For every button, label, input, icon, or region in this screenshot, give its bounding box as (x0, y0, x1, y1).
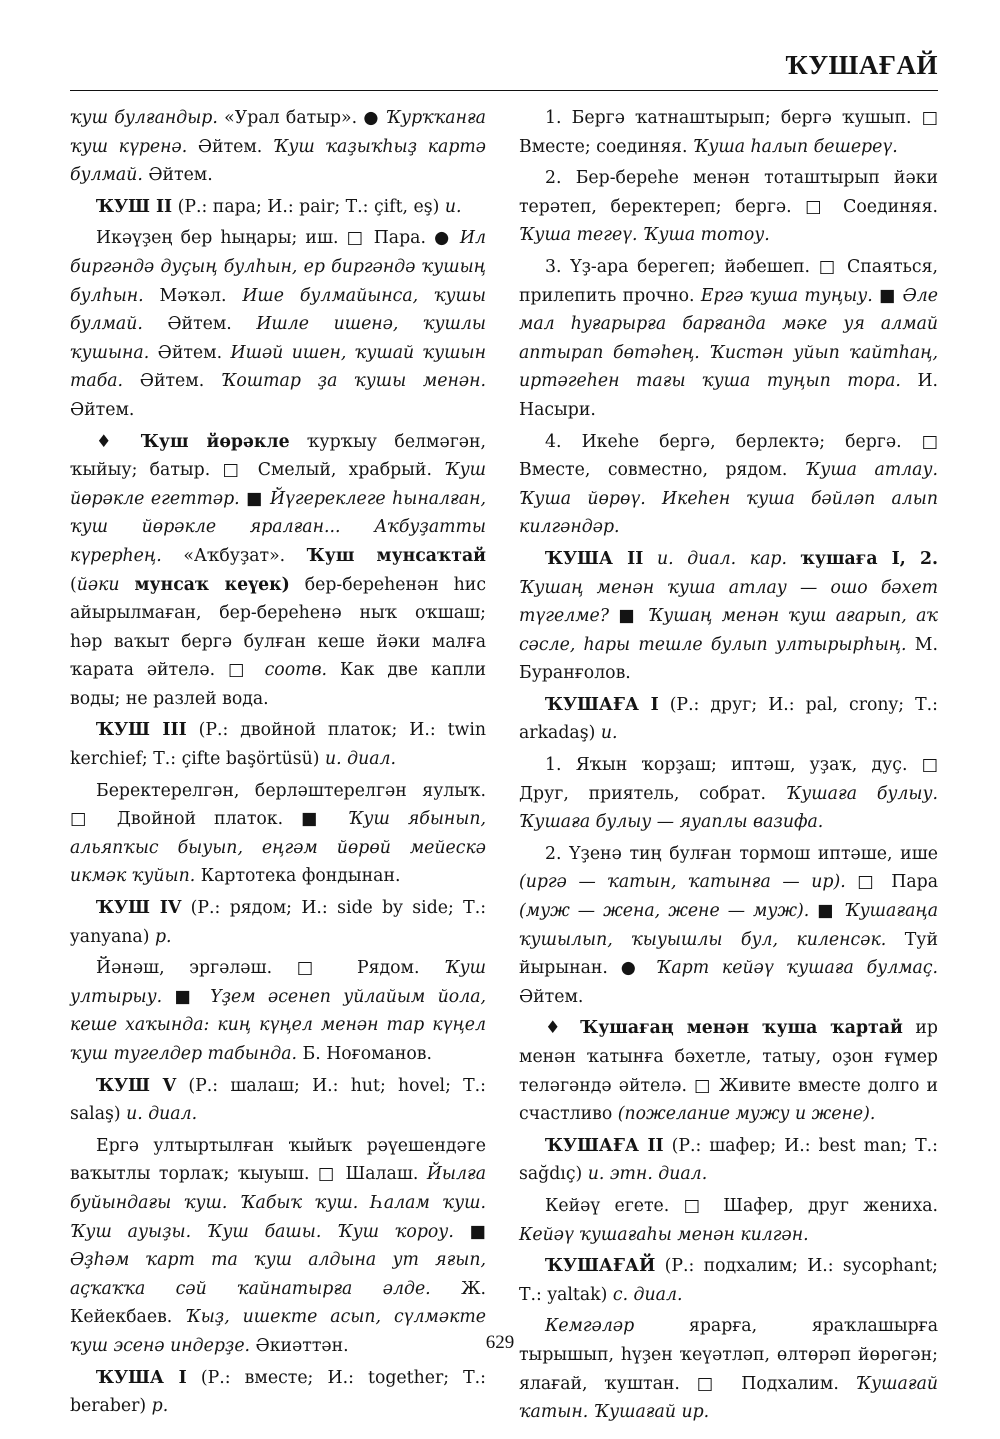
left-column (70, 104, 486, 1424)
entry-kush-3-body: Беректерелгән, берләштерелгән яулыҡ. □ Двойной платок. ■ Ҡуш ябынып, альяпҡыс быуып, еңгәм йөрөй мейескә икмәк ҡуйып. Картотека фондынан. (70, 780, 486, 887)
headword: ҠУШ IV (96, 898, 182, 919)
entry-kushaga-2-header: ҠУШАҒА II (Р.: шафер; И.: best man; Т.: sağdıç) и. этн. диал. (519, 1135, 938, 1185)
headword: ҠУШАҒАЙ (545, 1256, 656, 1277)
sense-3: 3. Үҙ-ара берегеп; йәбешеп. □ Спаяться, прилепить прочно. Ергә ҡуша туңыу. ■ Әле мал һуғарырға барғанда мәке уя алмай аптырап бөтәһең. Ҡистән уйып ҡайтһаң, иртәгеһен тағы ҡуша туңып тора. И. Насыри. (519, 256, 939, 420)
sense-1: 1. Бергә ҡатнаштырып; бергә ҡушып. □ Вместе; соединяя. Ҡуша һалып бешереү. (519, 108, 938, 157)
entry-kush-4-header: ҠУШ IV (Р.: рядом; И.: side by side; Т.: yanyana) р. (70, 898, 487, 947)
header-rule (70, 90, 938, 91)
entry-kushaga-2-body: Кейәү егете. □ Шафер, друг жениха. Кейәү ҡушағаһы менән килгән. (519, 1195, 938, 1245)
entry-continuation: ҡуш булғандыр. «Урал батыр». ● Ҡурҡҡанға ҡуш күренә. Әйтем. Ҡуш ҡаҙыҡһыҙ картә булмай. Әйтем. (70, 108, 486, 186)
entry-kusha-2: ҠУША II и. диал. кар. ҡушаға I, 2. Ҡушаң менән ҡуша атлау — ошо бәхет түгелме? ■ Ҡушаң менән ҡуш ағарып, аҡ сәсле, һары тешле булып ултырырһың. М. Буранғолов. (519, 548, 938, 684)
idiom-block: ♦ Ҡуш йөрәкле ҡурҡыу белмәгән, ҡыйыу; батыр. □ Смелый, храбрый. Ҡуш йөрәкле егеттәр. ■ Йүгереклеге һыналған, ҡуш йөрәкле яралған... Аҡбуҙатты күрерһең. «Аҡбуҙат». Ҡуш мунсаҡтай (йәки мунсаҡ кеүек) бер-береһенән һис айырылмаған, бер-береһенә ныҡ оҡшаш; һәр ваҡыт бергә булған кеше йәки малға ҡарата әйтелә. □ соотв. Как две капли воды; не разлей вода. (70, 431, 487, 709)
headword: ҠУШАҒА II (545, 1135, 664, 1156)
entry-kush-5-body: Ергә ултыртылған ҡыйыҡ рәүешендәге ваҡытлы торлаҡ; ҡыуыш. □ Шалаш. Йылға буйындағы ҡуш. Ҡабыҡ ҡуш. Һалам ҡуш. Ҡуш ауыҙы. Ҡуш башы. Ҡуш ҡороу. ■ Әҙһәм ҡарт та ҡуш алдына ут яғып, аҫҡаҡҡа сәй ҡайнатырға әлде. Ж. Кейекбаев. Ҡыҙ, ишекте асып, сүлмәкте ҡуш эсенә индерҙе. Әкиәттән. (70, 1135, 487, 1356)
entry-kushagai-header: ҠУШАҒАЙ (Р.: подхалим; И.: sycophant; Т.: yaltak) с. диал. (519, 1256, 938, 1305)
entry-kush-2-header: ҠУШ II (Р.: пара; И.: pair; Т.: çift, eş) и. (96, 196, 462, 217)
page-number: 629 (485, 1332, 515, 1353)
headword: ҠУШ V (96, 1075, 177, 1096)
entry-kusha-1-header: ҠУША I (Р.: вместе; И.: together; Т.: beraber) р. (70, 1367, 487, 1417)
headword: ҠУШАҒА I (545, 694, 659, 715)
headword: ҠУША II (545, 548, 644, 569)
entry-kushagai-body: Кемгәләр ярарға, ярaҡлашырға тырышып, һүҙен ҡеүәтләп, өлтөрәп йөрөгән; ялағай, ҡуштан. □ Подхалим. Ҡушағай ҡатын. Ҡушағай ир. (519, 1316, 938, 1423)
headword: ҠУШ III (96, 720, 187, 741)
sense-2: 2. Бер-береһе менән тоташтырып йәки терәтеп, беректереп; бергә. □ Соединяя. Ҡуша тегеү. Ҡуша тотоу. (519, 168, 938, 246)
entry-kush-3-header: ҠУШ III (Р.: двойной платок; И.: twin kerchief; Т.: çifte başörtüsü) и. диал. (70, 720, 486, 770)
entry-kushaga-1-header: ҠУШАҒА I (Р.: друг; И.: pal, crony; Т.: arkadaş) и. (519, 694, 938, 744)
headword: ҠУШ II (96, 196, 173, 217)
entry-kush-2-body: Икәүҙең бер һыңары; иш. □ Пара. ● Ил биргәндә дуҫың булһын, ер биргәндә ҡушың булһын. Мәҡәл. Ише булмайынса, ҡушы булмай. Әйтем. Ишле ишенә, ҡушлы ҡушына. Әйтем. Ишәй ишен, ҡушай ҡушын таба. Әйтем. Ҡоштар ҙа ҡушы менән. Әйтем. (70, 228, 486, 420)
running-head: ҠУШАҒАЙ (785, 50, 938, 80)
headword: ҠУША I (96, 1367, 187, 1388)
sense-2: 2. Үҙенә тиң булған тормош иптәше, ише (иргә — ҡатын, ҡатынға — ир). □ Пара (муж — жена, жене — муж). ■ Ҡушағаңа ҡушылып, ҡыуышлы бул, киленсәк. Туй йырынан. ● Ҡарт кейәү ҡушаға булмаҫ. Әйтем. (519, 843, 938, 1007)
entry-kush-5-header: ҠУШ V (Р.: шалаш; И.: hut; hovel; Т.: salaş) и. диал. (70, 1075, 487, 1125)
sense-1: 1. Яҡын ҡорҙаш; иптәш, уҙаҡ, дуҫ. □ Друг, приятель, собрат. Ҡушаға булыу. Ҡушаға булыу — яуаплы вазифа. (519, 755, 938, 833)
entry-kush-4-body: Йәнәш, эргәләш. □ Рядом. Ҡуш ултырыу. ■ Үҙем әсенеп уйлайым йола, кеше хаҡында: киң күңел менән тар күңел ҡуш тугелдер табында. Б. Ноғоманов. (70, 958, 486, 1064)
right-column (519, 104, 938, 1430)
sense-4: 4. Икеһе бергә, берлектә; бергә. □ Вместе, совместно, рядом. Ҡуша атлау. Ҡуша йөрөү. Икеһен ҡуша бәйләп алып килгәндәр. (519, 431, 938, 538)
idiom-block: ♦ Ҡушағаң менән ҡуша ҡартай ир менән ҡатынға бәхетле, татыу, оҙон ғүмер теләгәндә әйтелә. □ Живите вместе долго и счастливо (пожелание мужу и жене). (519, 1018, 938, 1125)
